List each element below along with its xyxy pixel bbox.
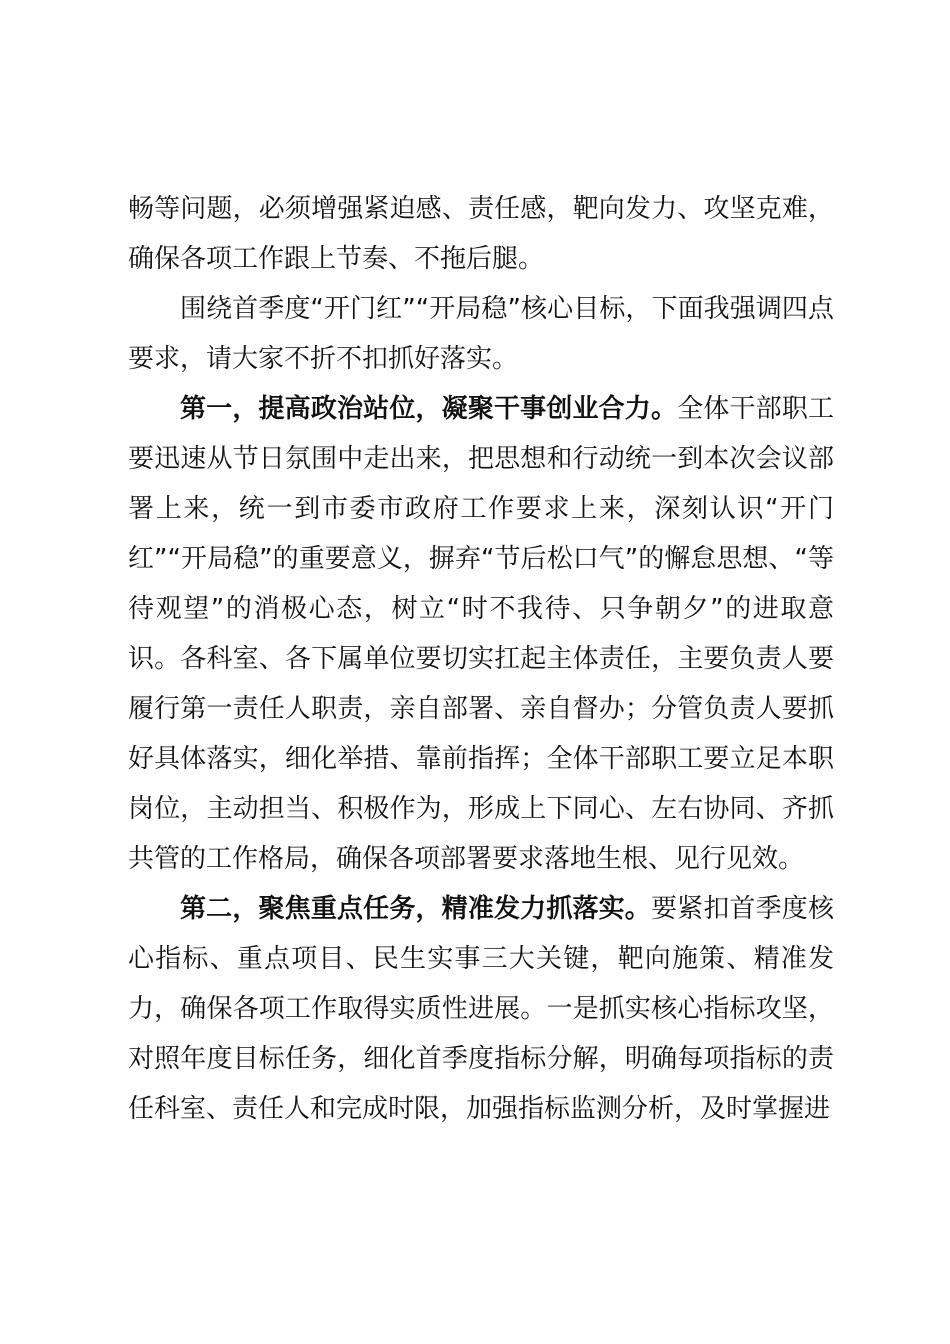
paragraph-heading: 第一，提高政治站位，凝聚干事创业合力。	[180, 394, 678, 424]
paragraph-text: 要紧扣首季度核心指标、重点项目、民生实事三大关键，靶向施策、精准发力，确保各项工作取得实质性进展。一是抓实核心指标攻坚，对照年度目标任务，细化首季度指标分解，明确每项指标的责任科室、责任人和完成时限，加强指标监测分析，及时掌握进	[128, 894, 834, 1124]
paragraph-point-one	[128, 384, 834, 884]
paragraph-text: 围绕首季度“开门红”“开局稳”核心目标，下面我强调四点要求，请大家不折不扣抓好落实。	[128, 294, 834, 374]
paragraph-text: 全体干部职工要迅速从节日氛围中走出来，把思想和行动统一到本次会议部署上来，统一到市委市政府工作要求上来，深刻认识“开门红”“开局稳”的重要意义，摒弃“节后松口气”的懈怠思想、“等待观望”的消极心态，树立“时不我待、只争朝夕”的进取意识。各科室、各下属单位要切实扛起主体责任，主要负责人要履行第一责任人职责，亲自部署、亲自督办；分管负责人要抓好具体落实，细化举措、靠前指挥；全体干部职工要立足本职岗位，主动担当、积极作为，形成上下同心、左右协同、齐抓共管的工作格局，确保各项部署要求落地生根、见行见效。	[128, 394, 834, 874]
paragraph-intro	[128, 284, 834, 384]
paragraph-point-two	[128, 884, 834, 1134]
paragraph-continuation	[128, 184, 834, 284]
paragraph-heading: 第二，聚焦重点任务，精准发力抓落实。	[180, 894, 651, 924]
paragraph-text: 畅等问题，必须增强紧迫感、责任感，靶向发力、攻坚克难，确保各项工作跟上节奏、不拖后腿。	[128, 194, 834, 274]
document-page	[128, 184, 834, 1134]
